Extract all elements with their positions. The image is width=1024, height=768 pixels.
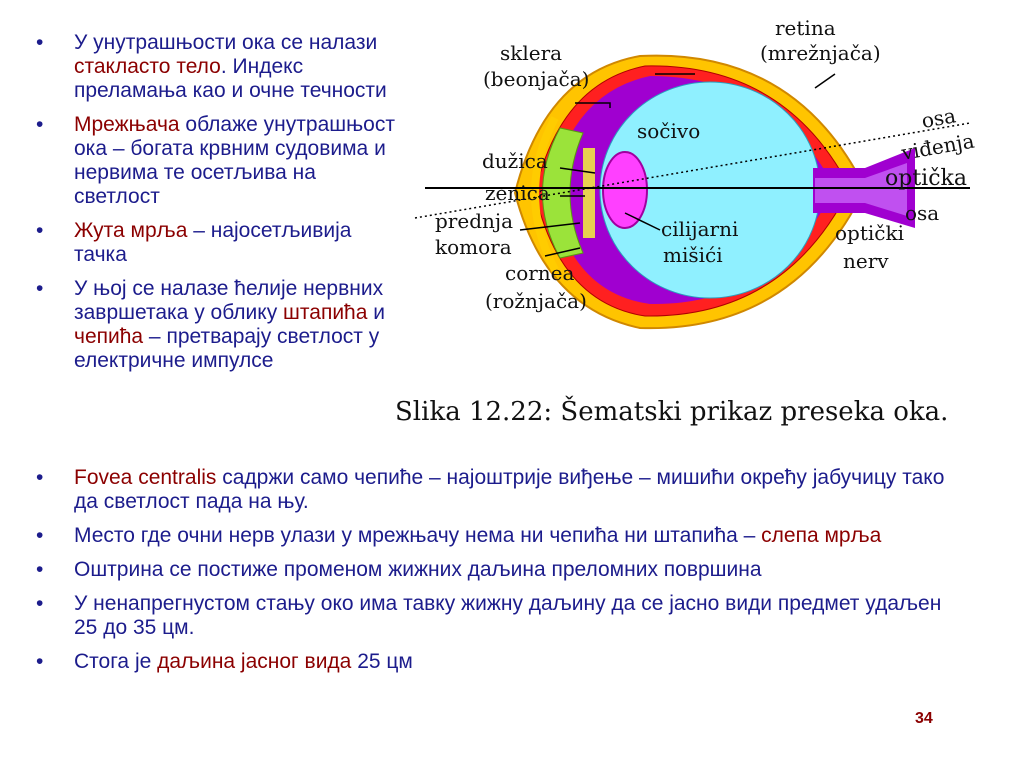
highlighted-text: стакласто тело [74,55,221,78]
bullet-item [36,558,966,582]
label-misici: mišići [663,243,723,267]
bullet-text: облаже унутрашњост ока – богата крвним судовима и нервима те осетљива на светлост [74,113,395,208]
bullet-text: садржи само чепиће – најоштрије виђење – мишићи окрећу јабучицу тако да светлост пада на њу. [74,466,945,513]
bullet-marker: • [36,219,44,242]
label-prednja: prednja [435,209,514,233]
top-bullet-list [36,31,396,383]
label-nerv: nerv [843,249,889,273]
lens-shape [603,152,647,228]
bullet-marker: • [36,466,44,489]
bullet-item [36,524,966,548]
figure-caption: Slika 12.22: Šematski prikaz preseka oka. [395,397,949,427]
label-duzica: dužica [482,149,548,173]
label-beonjaca: (beonjača) [483,67,590,91]
label-opticki: optički [835,221,904,245]
bullet-marker: • [36,524,44,547]
bullet-item [36,650,966,674]
bullet-marker: • [36,558,44,581]
bullet-marker: • [36,650,44,673]
bullet-text: Стога је [74,650,158,673]
bullet-text: У унутрашњости ока се налази [74,31,378,54]
bullet-text: У ненапрегнустом стању око има тавку жижну даљину да се јасно види предмет удаљен 25 до 35 цм. [74,592,942,639]
bullet-item [36,277,396,373]
bottom-bullet-list [36,466,966,684]
highlighted-text: чепића [74,325,144,348]
highlighted-text: даљина јасног вида [157,650,352,673]
bullet-text: Место где очни нерв улази у мрежњачу нема ни чепића ни штапића – [74,524,762,547]
bullet-marker: • [36,113,44,136]
label-osa: osa [919,103,958,133]
bullet-marker: • [36,31,44,54]
label-osa2: osa [905,201,940,225]
bullet-text: и [367,301,385,324]
bullet-text: 25 цм [351,650,413,673]
highlighted-text: Fovea centralis [74,466,217,489]
page-number: 34 [915,710,933,727]
bullet-text: . Индекс преламања као и очне течности [74,55,387,102]
bullet-item [36,466,966,514]
bullet-text: Оштрина се постиже променом жижних даљина преломних површина [74,558,762,581]
highlighted-text: Мрежњача [74,113,180,136]
highlighted-text: слепа мрља [761,524,882,547]
label-cornea: cornea [505,261,575,285]
bullet-text: – претварају светлост у електричне импулсе [74,325,380,372]
bullet-text: У њој се налазе ћелије нервних завршетака у облику [74,277,384,324]
label-retina: retina [775,16,836,40]
label-zenica: zenica [485,181,550,205]
label-socivo: sočivo [637,119,701,143]
bullet-item [36,219,396,267]
highlighted-text: Жута мрља [74,219,188,242]
label-opticka: optička [885,166,967,191]
label-videnja: viđenja [899,128,977,165]
bullet-item [36,113,396,209]
bullet-marker: • [36,592,44,615]
highlighted-text: штапића [283,301,368,324]
bullet-marker: • [36,277,44,300]
label-cilijarni: cilijarni [661,217,739,241]
label-sklera: sklera [500,41,563,65]
label-roznjaca: (rožnjača) [485,289,587,313]
bullet-item [36,31,396,103]
iris-shape [583,148,595,238]
eye-cross-section-figure [395,8,1015,448]
bullet-text: – најосетљивија тачка [74,219,352,266]
label-komora: komora [435,235,512,259]
label-mreznjaca: (mrežnjača) [760,41,881,65]
bullet-item [36,592,966,640]
